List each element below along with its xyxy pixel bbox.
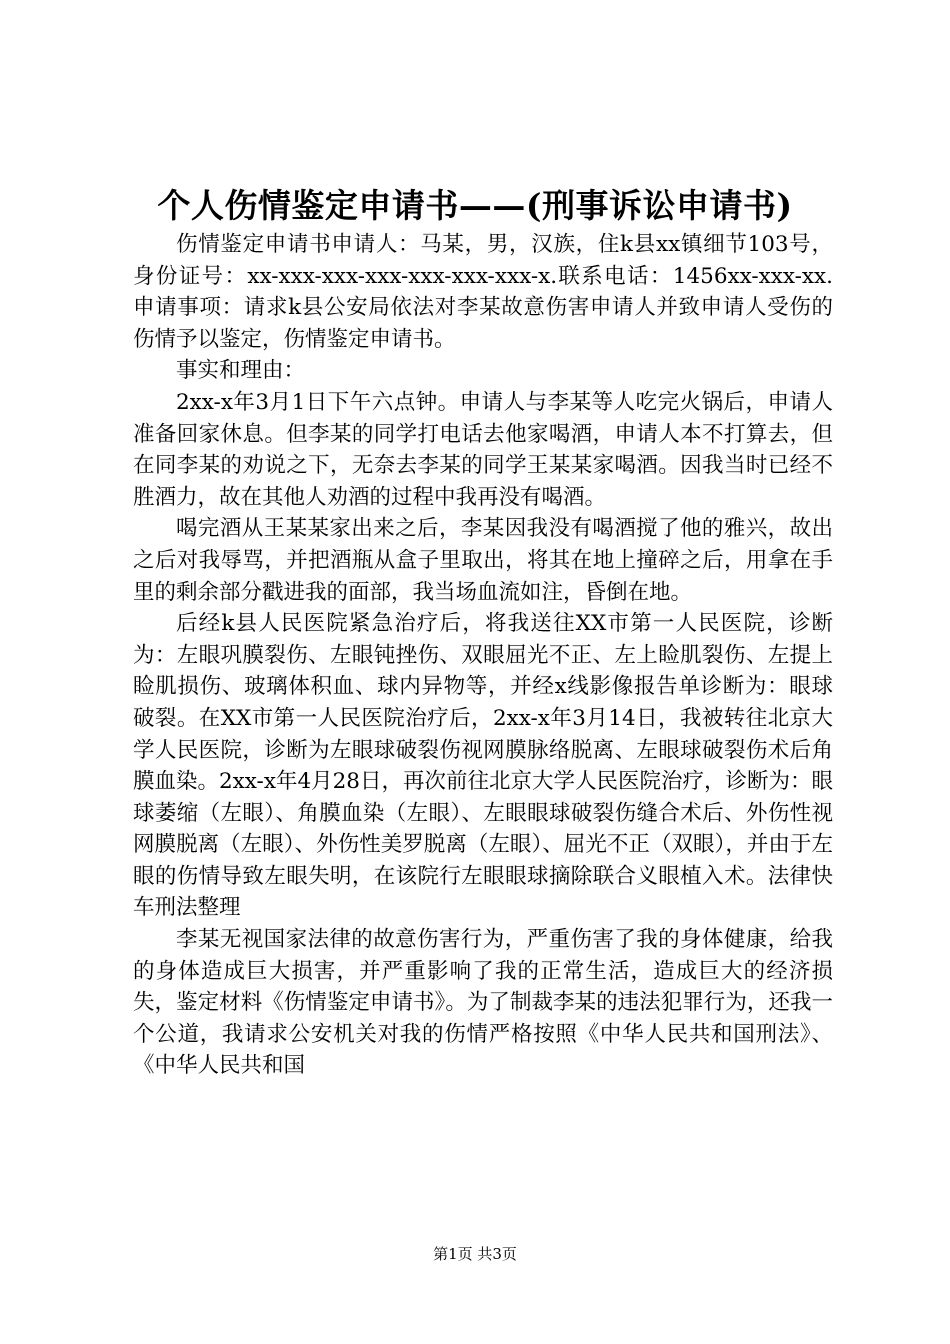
page-number: 第1页 共3页 — [433, 1245, 517, 1263]
paragraph-facts-heading: 事实和理由： — [176, 358, 306, 384]
document-body — [133, 229, 833, 1082]
paragraph-request: 李某无视国家法律的故意伤害行为，严重伤害了我的身体健康，给我的身体造成巨大损害，并严重影响了我的正常生活，造成巨大的经济损失，鉴定材料《伤情鉴定申请书》。为了制裁李某的违法犯罪行为，还我一个公道，我请求公安机关对我的伤情严格按照《中华人民共和国刑法》、《中华人民共和国 — [133, 927, 833, 1079]
paragraph-diagnosis: 后经k县人民医院紧急治疗后，将我送往XX市第一人民医院，诊断为：左眼巩膜裂伤、左眼钝挫伤、双眼屈光不正、左上睑肌裂伤、左提上睑肌损伤、玻璃体积血、球内异物等，并经x线影像报告单诊断为：眼球破裂。在XX市第一人民医院治疗后，2xx-x年3月14日，我被转往北京大学人民医院，诊断为左眼球破裂伤视网膜脉络脱离、左眼球破裂伤术后角膜血染。2xx-x年4月28日，再次前往北京大学人民医院治疗，诊断为：眼球萎缩（左眼）、角膜血染（左眼）、左眼眼球破裂伤缝合术后、外伤性视网膜脱离（左眼）、外伤性美罗脱离（左眼）、屈光不正（双眼），并由于左眼的伤情导致左眼失明，在该院行左眼眼球摘除联合义眼植入术。法律快车刑法整理 — [133, 611, 833, 921]
paragraph-applicant-info: 伤情鉴定申请书申请人：马某，男，汉族，住k县xx镇细节103号，身份证号：xx-xxx-xxx-xxx-xxx-xxx-xxx-x.联系电话：1456xx-xxx-xx.申请事项：请求k县公安局依法对李某故意伤害申请人并致申请人受伤的伤情予以鉴定，伤情鉴定申请书。 — [133, 232, 833, 352]
paragraph-assault: 喝完酒从王某某家出来之后，李某因我没有喝酒搅了他的雅兴，故出之后对我辱骂，并把酒瓶从盒子里取出，将其在地上撞碎之后，用拿在手里的剩余部分戳进我的面部，我当场血流如注，昏倒在地。 — [133, 516, 833, 605]
document-title: 个人伤情鉴定申请书——(刑事诉讼申请书) — [157, 186, 793, 225]
paragraph-incident: 2xx-x年3月1日下午六点钟。申请人与李某等人吃完火锅后，申请人准备回家休息。但李某的同学打电话去他家喝酒，申请人本不打算去，但在同李某的劝说之下，无奈去李某的同学王某某家喝酒。因我当时已经不胜酒力，故在其他人劝酒的过程中我再没有喝酒。 — [133, 389, 833, 510]
